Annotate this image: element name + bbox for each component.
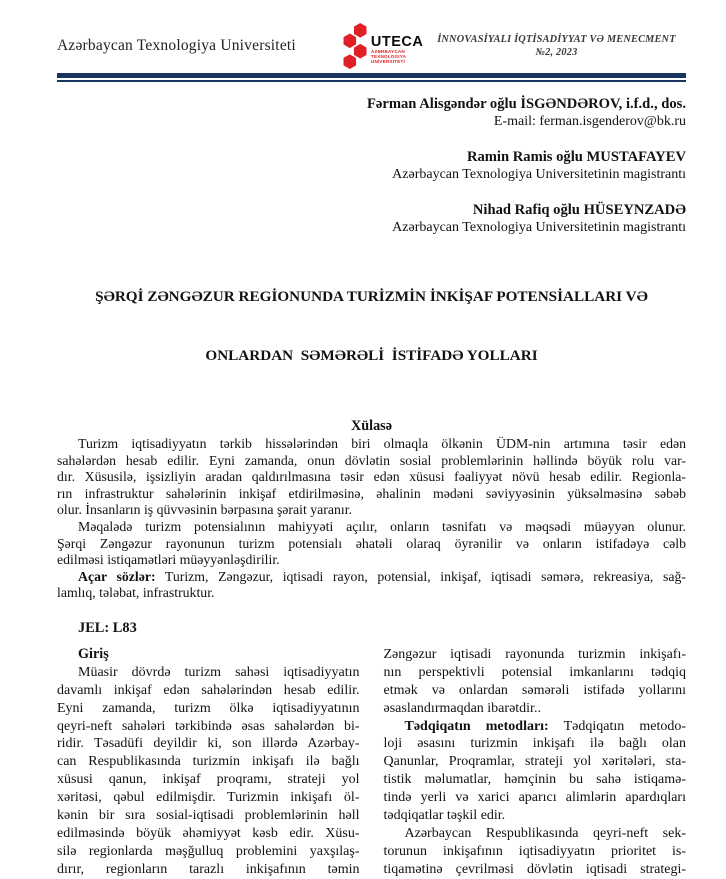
- logo-wordmark: UTECA: [370, 33, 424, 50]
- article-title-line: ŞƏRQİ ZƏNGƏZUR REGİONUNDA TURİZMİN İNKİŞAF POTENSİALLARI VƏ: [95, 288, 648, 305]
- text-line: qeyri-neft sahələri tərkibində əsas sahələrdən bi-: [57, 718, 360, 734]
- text-line: tində yerli və xarici aparıcı alimlərin apardıqları: [383, 790, 686, 806]
- journal-issue: №2, 2023: [535, 47, 578, 58]
- article-title: [57, 248, 686, 404]
- author-name: Ramin Ramis oğlu MUSTAFAYEV: [466, 149, 686, 165]
- text-line: Eyni zamanda, turizm ölkə iqtisadiyyatının: [57, 700, 360, 716]
- text-line: silə regionlarda məşğulluq problemini yaxşılaş-: [57, 843, 360, 859]
- header-divider: [57, 73, 686, 82]
- text-line: xüsusi qanun, inkişaf proqramı, strateji yol: [57, 772, 360, 788]
- author-name: Fərman Alisgəndər oğlu İSGƏNDƏROV, i.f.d., dos.: [366, 96, 686, 112]
- text-line: xəritəsi, qəbul edilmişdir. Turizmin inkişafı öl-: [57, 790, 360, 806]
- right-column-text: [384, 646, 687, 879]
- text-line: tiqamətinə çevrilməsi dövlətin iqtisadi strategi-: [383, 861, 686, 877]
- author-affiliation: Azərbaycan Texnologiya Universitetinin magistrantı: [392, 220, 686, 235]
- divider-thick-rule: [57, 73, 686, 78]
- text-line: tədqiqatlar təşkil edir.: [383, 807, 506, 823]
- jel-code: JEL: L83: [78, 619, 137, 636]
- text-line: sahələrdən hesab edilir. Eyni zamanda, onun dövlətin sosial problemlərinin həllində böyük rolu var-: [57, 452, 686, 468]
- two-column-body: [57, 646, 686, 879]
- hexagon-cluster-icon: [342, 23, 368, 69]
- author-entry: [57, 201, 686, 237]
- divider-thin-rule: [57, 80, 686, 82]
- logo-subtitle: AZƏRBAYCAN TEXNOLOGIYA UNİVERSİTETİ: [370, 48, 406, 64]
- page-header: [57, 22, 686, 70]
- text-line: Turizm iqtisadiyyatın tərkib hissələrindən biri olmaqla ölkənin ÜDM-nin artımına təsir edən: [78, 436, 686, 451]
- text-line: kənin bir sıra sosial-iqtisadi problemlərinin həll: [57, 807, 360, 823]
- left-column: [57, 646, 360, 879]
- text-line: dırır, regionların tarazlı inkişafının təmin: [57, 861, 360, 877]
- abstract-heading: Xülasə: [351, 418, 392, 434]
- left-column-text: [57, 664, 360, 879]
- journal-title: İNNOVASİYALI İQTİSADİYYAT VƏ MENECMENT: [437, 34, 676, 45]
- text-line: tistik məlumatlar, həmçinin bu sahə istiqamə-: [383, 772, 686, 788]
- text-line: etmək və onlardan səmərəli istifadə yollarını: [383, 682, 686, 698]
- author-affiliation: Azərbaycan Texnologiya Universitetinin magistrantı: [392, 167, 686, 182]
- text-line: rın infrastruktur sahələrinin inkişaf etdirilməsinə, əhalinin mədəni səviyyəsinin yüksəlməsinə səbəb: [57, 485, 686, 501]
- text-line: edilməsində böyük əhəmiyyət kəsb edir. Xüsu-: [57, 825, 360, 841]
- text-line: olur. İnsanların iş qüvvəsinin bərpasına şərait yaranır.: [57, 502, 353, 518]
- text-line: Qanunlar, Proqramlar, strateji yol xəritələri, sta-: [383, 754, 686, 770]
- text-line: Şərqi Zəngəzur rayonunun turizm potensialı əhatəli olaraq öyrənilir və onların istifadəyə cəlb: [57, 535, 686, 551]
- article-title-line: ONLARDAN SƏMƏRƏLİ İSTİFADƏ YOLLARI: [205, 346, 538, 364]
- text-line: can Respublikasında turizmin inkişafı ilə bağlı: [57, 754, 360, 770]
- text-line: edilməsi istiqamətləri müəyyənləşdirilir.: [57, 552, 280, 568]
- text-line: Müasir dövrdə turizm sahəsi iqtisadiyyatın: [78, 664, 360, 680]
- text-line: torunun inkişafının iqtisadiyyatın prioritet is-: [383, 843, 686, 859]
- text-line: Açar sözlər: Turizm, Zəngəzur, iqtisadi rayon, potensial, inkişaf, iqtisadi səmərə, rekreasiya, sağ-: [78, 568, 686, 584]
- uteca-logo: [342, 23, 427, 69]
- author-email: E-mail: ferman.isgenderov@bk.ru: [493, 114, 686, 129]
- text-line: lamlıq, tələbat, infrastruktur.: [57, 585, 215, 601]
- text-line: Məqalədə turizm potensialının mahiyyəti açılır, onların təsnifatı və məqsədi müəyyən olunur.: [78, 518, 686, 534]
- author-entry: [57, 95, 686, 131]
- text-line: nın perspektivli potensial imkanlarını tədqiq: [383, 664, 686, 680]
- university-name: Azərbaycan Texnologiya Universiteti: [57, 37, 296, 54]
- text-line: Zəngəzur iqtisadi rayonunda turizmin inkişafı-: [383, 646, 686, 662]
- text-line: Azərbaycan Respublikasında qeyri-neft sek-: [404, 825, 686, 841]
- authors-block: [57, 95, 686, 237]
- right-column: [384, 646, 687, 879]
- abstract-text: [57, 436, 686, 602]
- text-line: əsaslandırmaqdan ibarətdir..: [383, 700, 541, 716]
- text-line: ridir. Təsadüfi deyildir ki, son illərdə Azərbay-: [57, 736, 360, 752]
- journal-title-block: [427, 33, 686, 59]
- logo-text: [371, 35, 427, 64]
- author-name: Nihad Rafiq oğlu HÜSEYNZADƏ: [472, 202, 686, 218]
- text-line: davamlı inkişaf edən sahələrindən hesab edilir.: [57, 682, 360, 698]
- text-line: loji əsasını turizmin inkişafı ilə bağlı olan: [383, 736, 686, 752]
- author-entry: [57, 148, 686, 184]
- text-line: dır. Xüsusilə, işsizliyin aradan qaldırılmasına təsir edən xüsusi fəaliyyət növü hesab edilir. Regionla-: [57, 469, 686, 485]
- text-line: Tədqiqatın metodları: Tədqiqatın metodo-: [404, 718, 686, 734]
- section-heading-giris: Giriş: [78, 645, 109, 662]
